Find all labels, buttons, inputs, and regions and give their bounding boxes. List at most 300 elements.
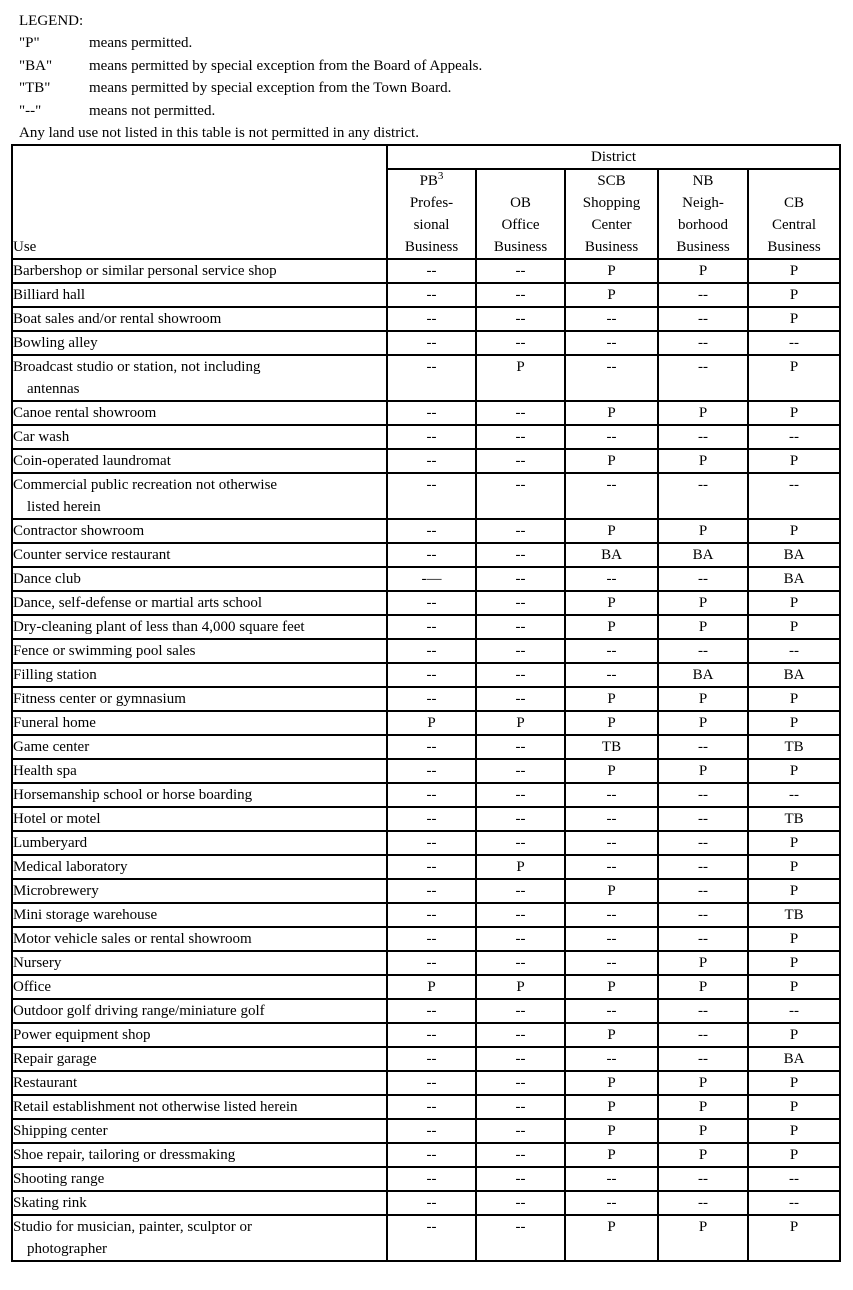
use-label: Power equipment shop	[13, 1027, 151, 1043]
permission-cell-nb: P	[658, 711, 748, 735]
table-row	[12, 1047, 840, 1071]
permission-cell-nb: P	[658, 1119, 748, 1143]
permission-cell-pb: --	[387, 759, 476, 783]
use-cell	[12, 879, 387, 903]
use-label: Outdoor golf driving range/miniature golf	[13, 1003, 265, 1019]
table-row	[12, 425, 840, 449]
table-row	[12, 831, 840, 855]
permission-cell-nb: --	[658, 999, 748, 1023]
use-cell	[12, 401, 387, 425]
permission-cell-nb: P	[658, 1095, 748, 1119]
permission-cell-nb: --	[658, 331, 748, 355]
use-label: Repair garage	[13, 1051, 97, 1067]
permission-cell-nb: --	[658, 307, 748, 331]
permission-cell-cb: BA	[748, 663, 840, 687]
permission-cell-cb: --	[748, 783, 840, 807]
permission-cell-scb: TB	[565, 735, 658, 759]
district-code-text: PB	[419, 173, 438, 189]
permission-cell-pb: --	[387, 355, 476, 401]
permission-cell-ob: --	[476, 663, 565, 687]
use-label: Commercial public recreation not otherwise	[13, 477, 278, 493]
use-cell	[12, 807, 387, 831]
permission-cell-nb: --	[658, 283, 748, 307]
district-code	[477, 192, 564, 214]
use-cell	[12, 711, 387, 735]
permission-cell-ob: --	[476, 687, 565, 711]
permission-cell-scb: P	[565, 1023, 658, 1047]
permission-cell-cb: P	[748, 879, 840, 903]
permission-cell-nb: --	[658, 1167, 748, 1191]
permission-cell-scb: --	[565, 807, 658, 831]
permission-cell-nb: P	[658, 1071, 748, 1095]
permission-cell-nb: BA	[658, 663, 748, 687]
permission-cell-nb: --	[658, 903, 748, 927]
permission-cell-ob: --	[476, 425, 565, 449]
district-name-line: sional	[413, 217, 450, 233]
permission-cell-ob: --	[476, 879, 565, 903]
permission-cell-scb: --	[565, 1047, 658, 1071]
permission-cell-scb: P	[565, 615, 658, 639]
permission-cell-pb: --	[387, 1023, 476, 1047]
permission-cell-ob: --	[476, 283, 565, 307]
permission-cell-nb: P	[658, 519, 748, 543]
permission-cell-cb: --	[748, 1167, 840, 1191]
permission-cell-cb: P	[748, 711, 840, 735]
use-label: Retail establishment not otherwise listed herein	[13, 1099, 298, 1115]
permission-cell-pb: P	[387, 711, 476, 735]
permission-cell-nb: --	[658, 1023, 748, 1047]
permission-cell-nb: P	[658, 1143, 748, 1167]
permission-cell-cb: P	[748, 259, 840, 283]
table-row	[12, 807, 840, 831]
permission-cell-nb: --	[658, 783, 748, 807]
district-name-line: Shopping	[582, 195, 641, 211]
permission-cell-pb: --	[387, 903, 476, 927]
use-label: Skating rink	[13, 1195, 87, 1211]
table-row	[12, 783, 840, 807]
use-label: Billiard hall	[13, 287, 86, 303]
permission-cell-scb: --	[565, 331, 658, 355]
permission-cell-cb: P	[748, 831, 840, 855]
use-cell	[12, 687, 387, 711]
district-name-line: borhood	[678, 217, 728, 233]
use-label: Car wash	[13, 429, 70, 445]
permission-cell-nb: --	[658, 855, 748, 879]
permission-cell-nb: --	[658, 927, 748, 951]
use-label: Shooting range	[13, 1171, 105, 1187]
permission-cell-cb: --	[748, 425, 840, 449]
use-cell	[12, 1095, 387, 1119]
use-label: Dance club	[13, 571, 81, 587]
use-cell	[12, 975, 387, 999]
use-cell	[12, 1047, 387, 1071]
permission-cell-cb: P	[748, 759, 840, 783]
legend-item-tb	[19, 77, 482, 99]
district-header: District	[387, 145, 840, 169]
permission-cell-ob: --	[476, 519, 565, 543]
district-code	[749, 192, 839, 214]
permission-cell-pb: --	[387, 543, 476, 567]
use-label: Counter service restaurant	[13, 547, 171, 563]
permission-cell-scb: P	[565, 519, 658, 543]
permission-cell-ob: --	[476, 639, 565, 663]
table-row	[12, 567, 840, 591]
permission-cell-cb: --	[748, 639, 840, 663]
district-name-line: Business	[493, 239, 548, 255]
table-row	[12, 975, 840, 999]
permission-cell-nb: BA	[658, 543, 748, 567]
permission-cell-ob: --	[476, 927, 565, 951]
permission-cell-cb: P	[748, 687, 840, 711]
use-label: Bowling alley	[13, 335, 98, 351]
permission-cell-ob: --	[476, 1143, 565, 1167]
use-cell	[12, 519, 387, 543]
permission-cell-nb: P	[658, 401, 748, 425]
use-label-continued: photographer	[27, 1241, 107, 1257]
table-row	[12, 999, 840, 1023]
permission-cell-nb: P	[658, 975, 748, 999]
use-label: Horsemanship school or horse boarding	[13, 787, 253, 803]
district-code-text: NB	[692, 173, 714, 189]
use-label: Office	[13, 979, 52, 995]
permission-cell-pb: --	[387, 687, 476, 711]
use-label-continued: antennas	[27, 381, 80, 397]
use-label: Fitness center or gymnasium	[13, 691, 186, 707]
permission-cell-ob: --	[476, 759, 565, 783]
use-cell	[12, 855, 387, 879]
permission-cell-cb: P	[748, 1023, 840, 1047]
permission-cell-nb: P	[658, 615, 748, 639]
permission-cell-cb: TB	[748, 903, 840, 927]
permission-cell-nb: --	[658, 735, 748, 759]
permission-cell-ob: --	[476, 1023, 565, 1047]
legend-item-not-permitted	[19, 100, 482, 122]
table-row	[12, 355, 840, 401]
permission-cell-cb: P	[748, 355, 840, 401]
legend-meaning: means permitted by special exception from the Town Board.	[89, 80, 452, 97]
table-row	[12, 951, 840, 975]
use-label: Boat sales and/or rental showroom	[13, 311, 222, 327]
legend-item-ba	[19, 55, 482, 77]
use-cell	[12, 259, 387, 283]
district-name-line: Business	[584, 239, 639, 255]
permission-cell-pb: --	[387, 1071, 476, 1095]
use-cell	[12, 1071, 387, 1095]
table-row	[12, 331, 840, 355]
table-row	[12, 1191, 840, 1215]
table-row	[12, 927, 840, 951]
permission-cell-ob: --	[476, 1215, 565, 1261]
table-row	[12, 307, 840, 331]
permission-cell-pb: --	[387, 1095, 476, 1119]
use-cell	[12, 591, 387, 615]
permission-cell-ob: --	[476, 1095, 565, 1119]
use-label: Nursery	[13, 955, 62, 971]
table-row	[12, 855, 840, 879]
table-row	[12, 401, 840, 425]
permission-cell-scb: --	[565, 473, 658, 519]
use-column-header: Use	[12, 145, 387, 259]
permission-cell-cb: P	[748, 307, 840, 331]
permission-cell-cb: P	[748, 591, 840, 615]
permission-cell-pb: --	[387, 1119, 476, 1143]
permission-cell-ob: --	[476, 735, 565, 759]
legend-key: "--"	[19, 102, 42, 119]
use-cell	[12, 783, 387, 807]
permission-cell-scb: --	[565, 663, 658, 687]
permission-cell-cb: P	[748, 615, 840, 639]
permission-cell-cb: --	[748, 1191, 840, 1215]
use-label: Shipping center	[13, 1123, 108, 1139]
permission-cell-cb: P	[748, 401, 840, 425]
use-label: Coin-operated laundromat	[13, 453, 171, 469]
permission-cell-ob: --	[476, 473, 565, 519]
district-code-text: CB	[784, 195, 805, 211]
permission-cell-cb: --	[748, 331, 840, 355]
use-table	[11, 144, 841, 1262]
use-cell	[12, 615, 387, 639]
table-row	[12, 903, 840, 927]
permission-cell-ob: --	[476, 1071, 565, 1095]
legend-meaning: means permitted by special exception from the Board of Appeals.	[89, 57, 483, 74]
permission-cell-pb: --	[387, 259, 476, 283]
permission-cell-pb: --	[387, 1215, 476, 1261]
permission-cell-ob: --	[476, 449, 565, 473]
table-row	[12, 283, 840, 307]
permission-cell-ob: --	[476, 807, 565, 831]
district-name-line: Business	[767, 239, 821, 255]
legend-key: "BA"	[19, 57, 53, 74]
use-label: Funeral home	[13, 715, 96, 731]
permission-cell-scb: --	[565, 903, 658, 927]
table-row	[12, 519, 840, 543]
table-row	[12, 1143, 840, 1167]
use-cell	[12, 355, 387, 401]
table-row	[12, 879, 840, 903]
permission-cell-pb: --	[387, 1047, 476, 1071]
permission-cell-scb: P	[565, 1095, 658, 1119]
use-label: Medical laboratory	[13, 859, 128, 875]
use-cell	[12, 1215, 387, 1261]
table-row	[12, 615, 840, 639]
permission-cell-cb: --	[748, 473, 840, 519]
district-column-header-nb	[658, 169, 748, 259]
permission-cell-scb: P	[565, 687, 658, 711]
use-cell	[12, 473, 387, 519]
permission-cell-nb: P	[658, 591, 748, 615]
legend-note: Any land use not listed in this table is not permitted in any district.	[19, 125, 419, 142]
district-column-header-ob	[476, 169, 565, 259]
permission-cell-scb: --	[565, 639, 658, 663]
district-code	[566, 170, 657, 192]
use-label: Lumberyard	[13, 835, 88, 851]
permission-cell-cb: P	[748, 975, 840, 999]
table-row	[12, 473, 840, 519]
permission-cell-cb: TB	[748, 735, 840, 759]
permission-cell-cb: P	[748, 1143, 840, 1167]
permission-cell-scb: P	[565, 1215, 658, 1261]
use-label: Mini storage warehouse	[13, 907, 158, 923]
use-label: Health spa	[13, 763, 77, 779]
table-row	[12, 449, 840, 473]
permission-cell-cb: P	[748, 1215, 840, 1261]
district-name-line: Center	[591, 217, 632, 233]
use-label: Shoe repair, tailoring or dressmaking	[13, 1147, 236, 1163]
permission-cell-nb: P	[658, 259, 748, 283]
permission-cell-scb: P	[565, 975, 658, 999]
permission-cell-ob: --	[476, 591, 565, 615]
permission-cell-scb: --	[565, 999, 658, 1023]
district-column-header-pb	[387, 169, 476, 259]
use-cell	[12, 1023, 387, 1047]
district-name-line: Profes-	[409, 195, 454, 211]
use-label: Restaurant	[13, 1075, 78, 1091]
permission-cell-scb: --	[565, 951, 658, 975]
permission-cell-pb: --	[387, 519, 476, 543]
permission-cell-scb: --	[565, 783, 658, 807]
district-code	[659, 170, 747, 192]
permission-cell-ob: --	[476, 1191, 565, 1215]
permission-cell-nb: P	[658, 759, 748, 783]
use-label: Studio for musician, painter, sculptor or	[13, 1219, 252, 1235]
district-name-line: Neigh-	[682, 195, 724, 211]
permission-cell-pb: --	[387, 591, 476, 615]
permission-cell-scb: --	[565, 831, 658, 855]
permission-cell-nb: P	[658, 1215, 748, 1261]
district-code	[388, 170, 475, 192]
legend-key: "TB"	[19, 80, 51, 97]
permission-cell-scb: --	[565, 927, 658, 951]
permission-cell-scb: --	[565, 307, 658, 331]
use-cell	[12, 999, 387, 1023]
permission-cell-pb: -—	[387, 567, 476, 591]
permission-cell-nb: --	[658, 1191, 748, 1215]
permission-cell-pb: --	[387, 927, 476, 951]
permission-cell-scb: P	[565, 1119, 658, 1143]
permission-cell-scb: P	[565, 401, 658, 425]
legend-meaning: means permitted.	[89, 35, 193, 52]
permission-cell-scb: --	[565, 425, 658, 449]
use-cell	[12, 759, 387, 783]
permission-cell-nb: --	[658, 1047, 748, 1071]
permission-cell-nb: --	[658, 473, 748, 519]
permission-cell-pb: --	[387, 951, 476, 975]
permission-cell-ob: --	[476, 999, 565, 1023]
use-cell	[12, 663, 387, 687]
use-label: Motor vehicle sales or rental showroom	[13, 931, 252, 947]
table-row	[12, 1071, 840, 1095]
table-row	[12, 735, 840, 759]
permission-cell-nb: P	[658, 687, 748, 711]
permission-cell-scb: P	[565, 1143, 658, 1167]
permission-cell-pb: --	[387, 615, 476, 639]
permission-cell-nb: --	[658, 355, 748, 401]
permission-cell-ob: --	[476, 1167, 565, 1191]
use-cell	[12, 1167, 387, 1191]
use-cell	[12, 903, 387, 927]
use-label: Barbershop or similar personal service shop	[13, 263, 277, 279]
permission-cell-cb: P	[748, 449, 840, 473]
permission-cell-pb: --	[387, 735, 476, 759]
permission-cell-ob: --	[476, 1047, 565, 1071]
permission-cell-cb: P	[748, 1071, 840, 1095]
permission-cell-cb: P	[748, 927, 840, 951]
use-label: Microbrewery	[13, 883, 99, 899]
permission-cell-scb: BA	[565, 543, 658, 567]
permission-cell-ob: P	[476, 975, 565, 999]
footnote-marker: 3	[437, 170, 444, 182]
use-label: Canoe rental showroom	[13, 405, 157, 421]
use-label: Contractor showroom	[13, 523, 145, 539]
permission-cell-ob: --	[476, 951, 565, 975]
use-cell	[12, 927, 387, 951]
permission-cell-ob: P	[476, 711, 565, 735]
permission-cell-ob: --	[476, 307, 565, 331]
permission-cell-pb: --	[387, 831, 476, 855]
district-code-text: OB	[510, 195, 531, 211]
use-label: Hotel or motel	[13, 811, 101, 827]
table-row	[12, 663, 840, 687]
table-row	[12, 259, 840, 283]
table-row	[12, 1095, 840, 1119]
permission-cell-pb: --	[387, 999, 476, 1023]
use-cell	[12, 307, 387, 331]
permission-cell-cb: BA	[748, 543, 840, 567]
permission-cell-cb: P	[748, 519, 840, 543]
table-row	[12, 759, 840, 783]
legend-item-p	[19, 32, 482, 54]
permission-cell-cb: P	[748, 951, 840, 975]
permission-cell-ob: --	[476, 331, 565, 355]
permission-cell-scb: --	[565, 1191, 658, 1215]
permission-cell-pb: --	[387, 283, 476, 307]
use-cell	[12, 951, 387, 975]
permission-cell-nb: --	[658, 879, 748, 903]
legend-meaning: means not permitted.	[89, 102, 216, 119]
permission-cell-pb: --	[387, 1167, 476, 1191]
permission-cell-ob: --	[476, 567, 565, 591]
permission-cell-nb: P	[658, 449, 748, 473]
permission-cell-ob: --	[476, 783, 565, 807]
use-label: Dance, self-defense or martial arts school	[13, 595, 263, 611]
permission-cell-scb: P	[565, 711, 658, 735]
table-row	[12, 1215, 840, 1261]
use-cell	[12, 831, 387, 855]
permission-cell-pb: --	[387, 639, 476, 663]
permission-cell-cb: TB	[748, 807, 840, 831]
permission-cell-cb: BA	[748, 1047, 840, 1071]
permission-cell-scb: --	[565, 567, 658, 591]
use-cell	[12, 1143, 387, 1167]
use-label: Broadcast studio or station, not including	[13, 359, 261, 375]
permission-cell-cb: --	[748, 999, 840, 1023]
permission-cell-ob: --	[476, 1119, 565, 1143]
permission-cell-pb: --	[387, 307, 476, 331]
use-cell	[12, 543, 387, 567]
table-row	[12, 711, 840, 735]
permission-cell-pb: --	[387, 425, 476, 449]
district-code-text: SCB	[597, 173, 626, 189]
table-row	[12, 1119, 840, 1143]
permission-cell-ob: --	[476, 615, 565, 639]
use-cell	[12, 449, 387, 473]
use-cell	[12, 331, 387, 355]
use-cell	[12, 1119, 387, 1143]
permission-cell-pb: P	[387, 975, 476, 999]
table-row	[12, 543, 840, 567]
table-body	[12, 259, 840, 1261]
permission-cell-scb: P	[565, 759, 658, 783]
